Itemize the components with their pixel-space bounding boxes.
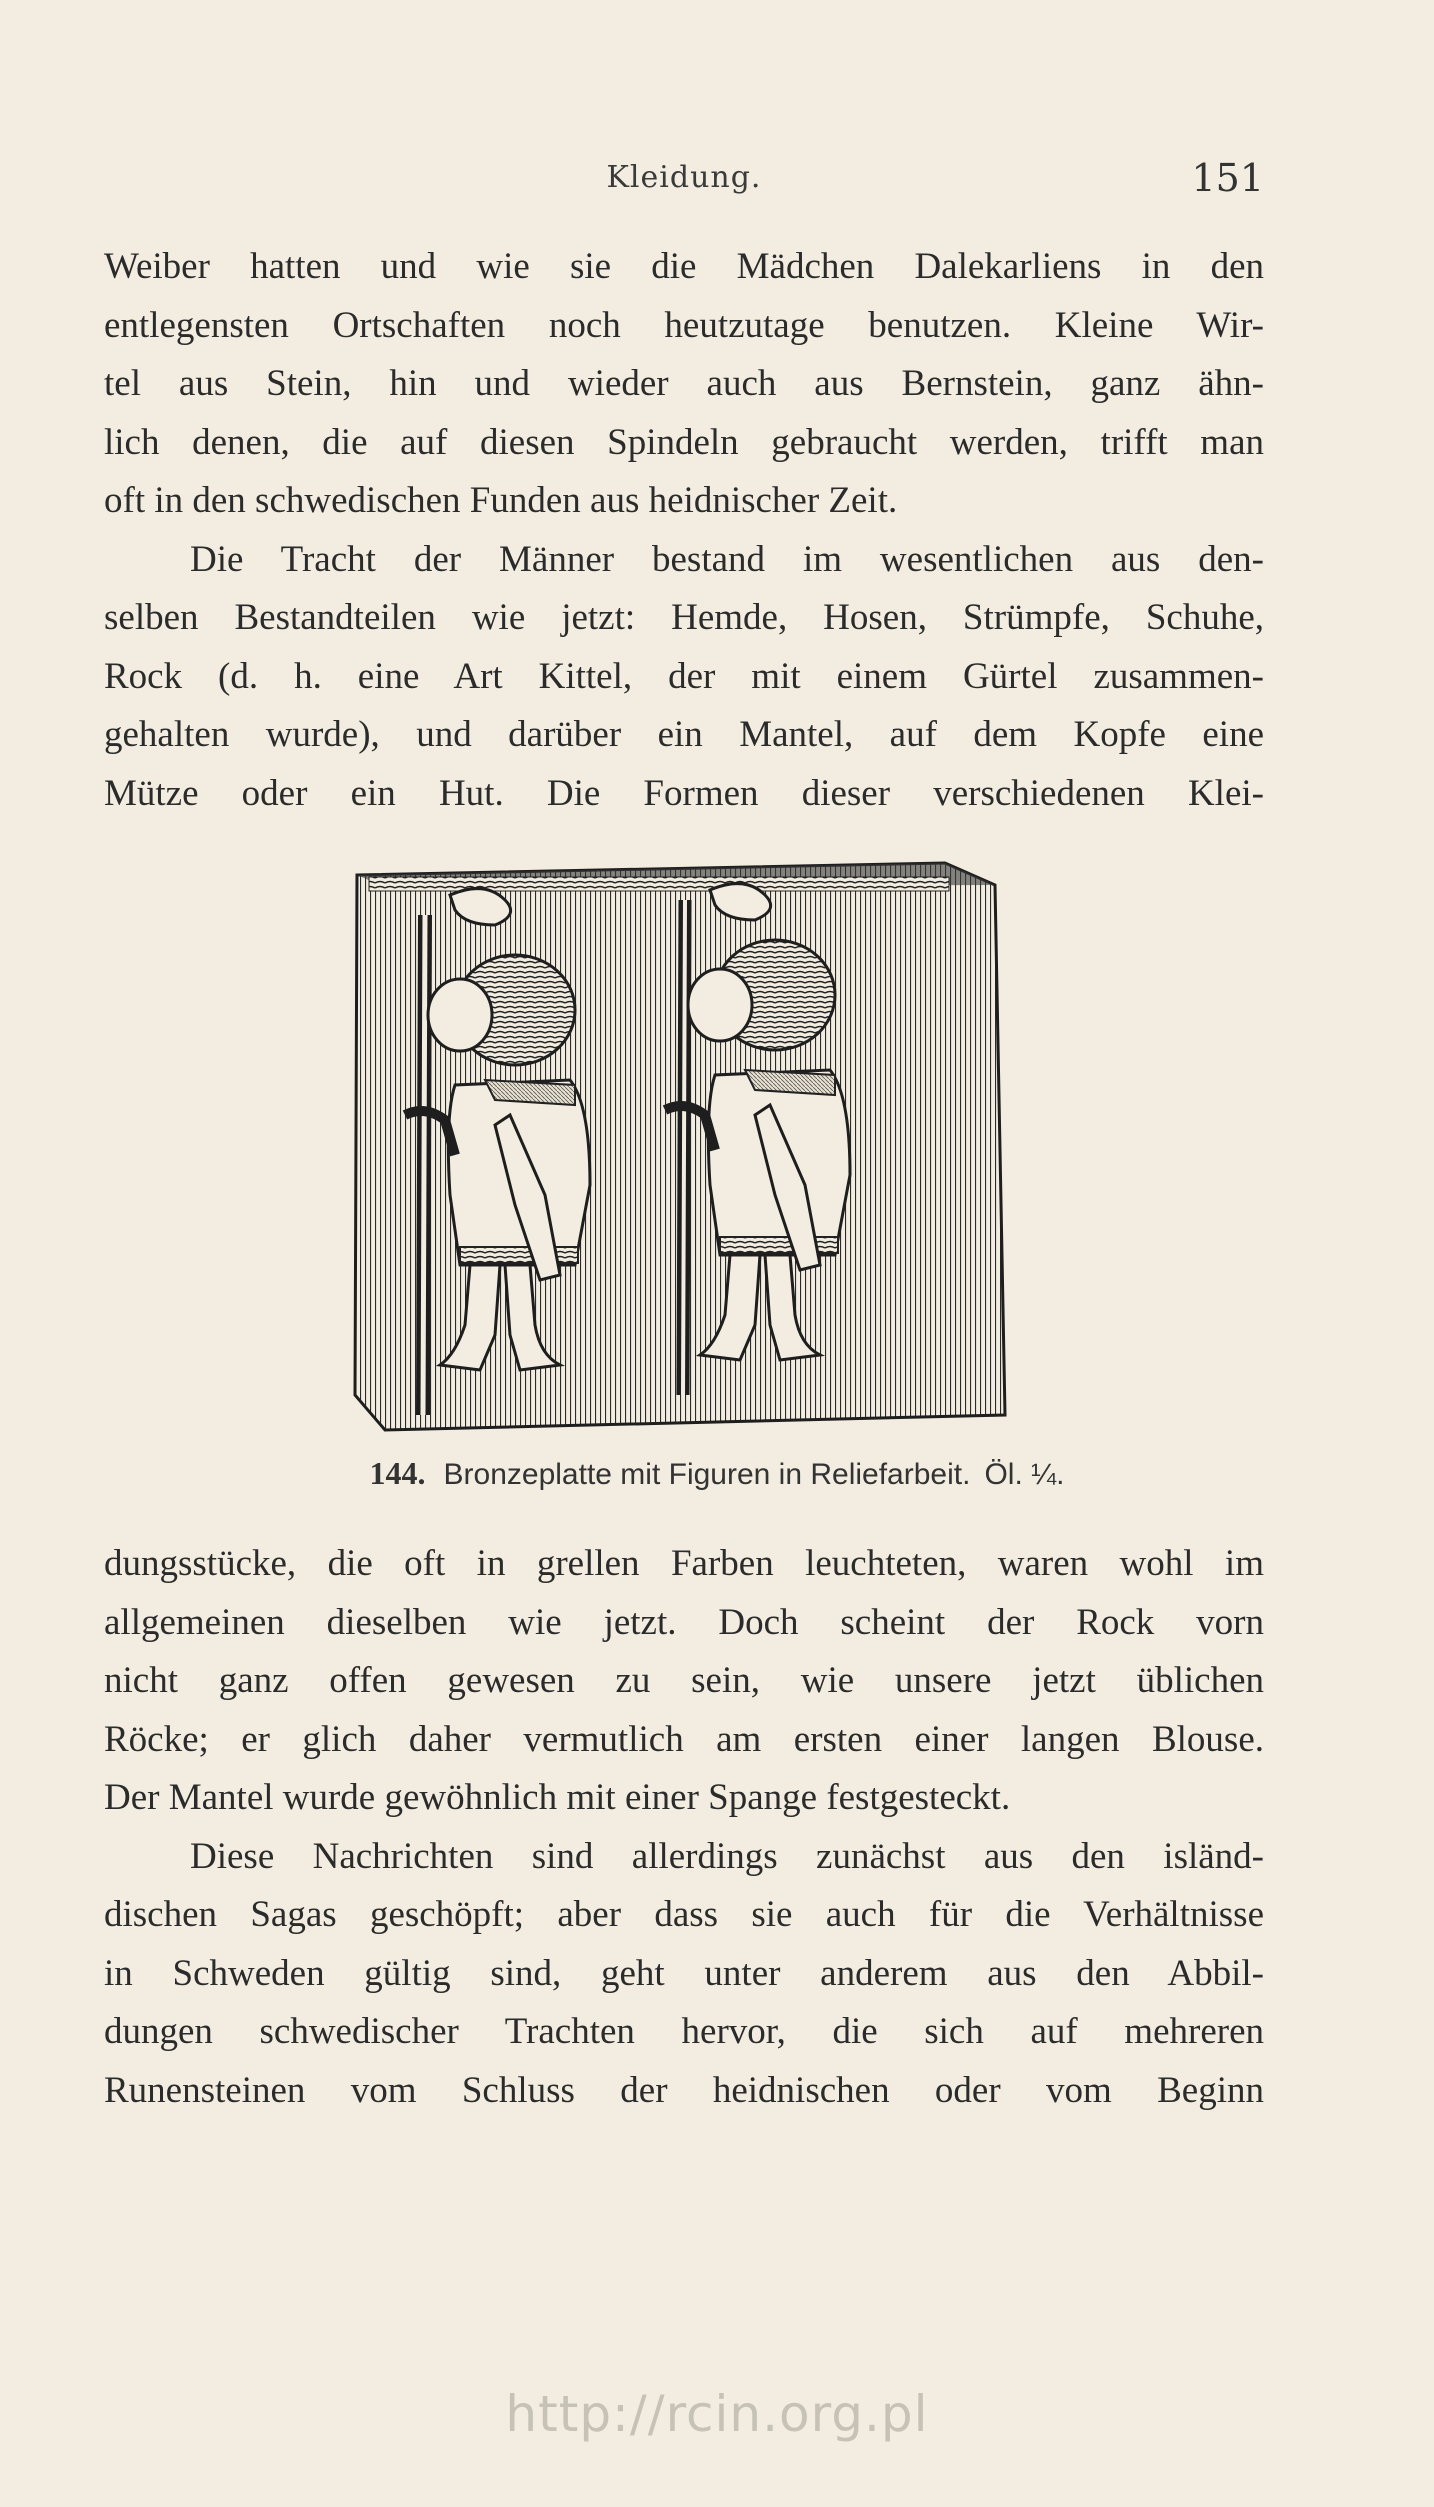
- text-line: in Schweden gültig sind, geht unter anderem aus den Abbil-: [104, 1952, 1264, 1994]
- text-line: nicht ganz offen gewesen zu sein, wie unsere jetzt üblichen: [104, 1660, 1264, 1701]
- relief-plate-illustration: [345, 855, 1010, 1435]
- body-text-bottom: [104, 1535, 1264, 2120]
- text-line: entlegensten Ortschaften noch heutzutage benutzen. Kleine Wir-: [104, 304, 1264, 346]
- body-text-top: [104, 238, 1264, 823]
- text-line: Diese Nachrichten sind allerdings zunächst aus den isländ-: [190, 1835, 1264, 1877]
- text-line: dischen Sagas geschöpft; aber dass sie auch für die Verhältnisse: [104, 1894, 1264, 1935]
- figure-caption: [0, 1455, 1434, 1492]
- figure-caption-text: Bronzeplatte mit Figuren in Reliefarbeit.: [443, 1458, 971, 1491]
- text-line: dungsstücke, die oft in grellen Farben leuchteten, waren wohl im: [104, 1543, 1264, 1584]
- running-title: Kleidung.: [606, 160, 762, 195]
- text-line: Die Tracht der Männer bestand im wesentlichen aus den-: [190, 538, 1264, 580]
- text-line: tel aus Stein, hin und wieder auch aus Bernstein, ganz ähn-: [104, 363, 1264, 404]
- text-line: dungen schwedischer Trachten hervor, die sich auf mehreren: [104, 2011, 1264, 2052]
- text-line: Der Mantel wurde gewöhnlich mit einer Spange festgesteckt.: [104, 1777, 1011, 1818]
- text-line: Röcke; er glich daher vermutlich am ersten einer langen Blouse.: [104, 1718, 1264, 1760]
- text-line: Rock (d. h. eine Art Kittel, der mit einem Gürtel zusammen-: [104, 655, 1264, 697]
- text-line: Runensteinen vom Schluss der heidnischen oder vom Beginn: [104, 2069, 1264, 2111]
- page-number: 151: [1191, 156, 1264, 200]
- text-line: oft in den schwedischen Funden aus heidnischer Zeit.: [104, 480, 898, 521]
- figure-number: 144.: [369, 1455, 426, 1491]
- running-head: [104, 156, 1264, 200]
- text-line: selben Bestandteilen wie jetzt: Hemde, Hosen, Strümpfe, Schuhe,: [104, 597, 1264, 638]
- bronze-plate-engraving: [345, 855, 1010, 1435]
- text-line: allgemeinen dieselben wie jetzt. Doch scheint der Rock vorn: [104, 1601, 1264, 1643]
- text-line: lich denen, die auf diesen Spindeln gebraucht werden, trifft man: [104, 421, 1264, 463]
- text-line: gehalten wurde), und darüber ein Mantel, auf dem Kopfe eine: [104, 714, 1264, 755]
- figure-scale: Öl. ¼.: [984, 1458, 1065, 1491]
- source-watermark: http://rcin.org.pl: [505, 2385, 929, 2443]
- text-line: Weiber hatten und wie sie die Mädchen Dalekarliens in den: [104, 246, 1264, 287]
- text-line: Mütze oder ein Hut. Die Formen dieser verschiedenen Klei-: [104, 772, 1264, 814]
